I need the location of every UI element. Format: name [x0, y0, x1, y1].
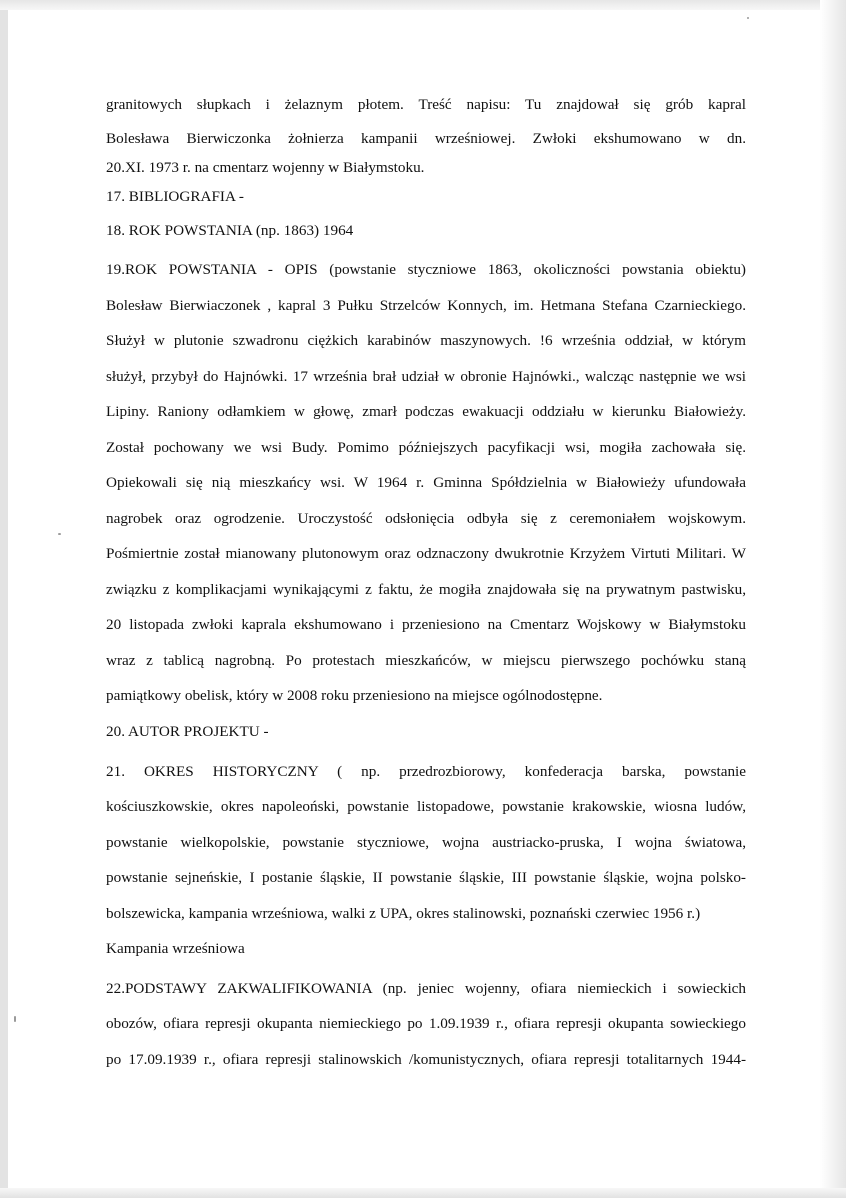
- document-line: 20.XI. 1973 r. na cmentarz wojenny w Białymstoku.: [106, 159, 425, 176]
- section-heading-17: 17. BIBLIOGRAFIA -: [106, 188, 244, 205]
- document-line: Bolesław Bierwiaczonek , kapral 3 Pułku Strzelców Konnych, im. Hetmana Stefana Czarnieckiego.: [106, 297, 746, 314]
- section-heading-20: 20. AUTOR PROJEKTU -: [106, 723, 269, 740]
- section-heading-19: 19.ROK POWSTANIA - OPIS (powstanie styczniowe 1863, okoliczności powstania obiektu): [106, 261, 746, 278]
- document-line: Lipiny. Raniony odłamkiem w głowę, zmarł podczas ewakuacji oddziału w kierunku Białowieży.: [106, 403, 746, 420]
- document-line: służył, przybył do Hajnówki. 17 września brał udział w obronie Hajnówki., walcząc następnie we wsi: [106, 368, 746, 385]
- document-line: bolszewicka, kampania wrześniowa, walki z UPA, okres stalinowski, poznański czerwiec 1956 r.): [106, 905, 701, 922]
- document-line: powstanie sejneńskie, I postanie śląskie, II powstanie śląskie, III powstanie śląskie, wojna polsko-: [106, 869, 746, 886]
- scan-speck: [747, 17, 749, 19]
- document-line: Pośmiertnie został mianowany plutonowym oraz odznaczony dwukrotnie Krzyżem Virtuti Militari. W: [106, 545, 746, 562]
- section-heading-21: 21. OKRES HISTORYCZNY ( np. przedrozbiorowy, konfederacja barska, powstanie: [106, 763, 746, 780]
- document-line: 20 listopada zwłoki kaprala ekshumowano i przeniesiono na Cmentarz Wojskowy w Białymstoku: [106, 616, 746, 633]
- document-line: Bolesława Bierwiczonka żołnierza kampanii wrześniowej. Zwłoki ekshumowano w dn.: [106, 130, 746, 147]
- document-line: Służył w plutonie szwadronu ciężkich karabinów maszynowych. !6 września oddział, w którym: [106, 332, 746, 349]
- document-line: powstanie wielkopolskie, powstanie styczniowe, wojna austriacko-pruska, I wojna światowa,: [106, 834, 746, 851]
- document-line: kościuszkowskie, okres napoleoński, powstanie listopadowe, powstanie krakowskie, wiosna ludów,: [106, 798, 746, 815]
- document-line: pamiątkowy obelisk, który w 2008 roku przeniesiono na miejsce ogólnodostępne.: [106, 687, 603, 704]
- section-heading-18: 18. ROK POWSTANIA (np. 1863) 1964: [106, 222, 354, 239]
- scan-speck: [58, 533, 61, 535]
- document-line: po 17.09.1939 r., ofiara represji stalinowskich /komunistycznych, ofiara represji totalitarnych 1944-: [106, 1051, 746, 1068]
- document-line: wraz z tablicą nagrobną. Po protestach mieszkańców, w miejscu pierwszego pochówku staną: [106, 652, 746, 669]
- document-line: granitowych słupkach i żelaznym płotem. Treść napisu: Tu znajdował się grób kapral: [106, 96, 746, 113]
- document-line: Został pochowany we wsi Budy. Pomimo późniejszych pacyfikacji wsi, mogiła zachowała się.: [106, 439, 746, 456]
- document-line: nagrobek oraz ogrodzenie. Uroczystość odsłonięcia odbyła się z ceremoniałem wojskowym.: [106, 510, 746, 527]
- scan-edge-top: [0, 0, 846, 10]
- scan-edge-right: [820, 0, 846, 1198]
- section-heading-22: 22.PODSTAWY ZAKWALIFIKOWANIA (np. jeniec wojenny, ofiara niemieckich i sowieckich: [106, 980, 746, 997]
- document-line: Opiekowali się nią mieszkańcy wsi. W 1964 r. Gminna Spółdzielnia w Białowieży ufundowała: [106, 474, 746, 491]
- scan-edge-bottom: [0, 1188, 846, 1198]
- document-line: związku z komplikacjami wynikającymi z faktu, że mogiła znajdowała się na prywatnym pastwisku,: [106, 581, 746, 598]
- scan-speck: [14, 1016, 16, 1022]
- document-line: Kampania wrześniowa: [106, 940, 245, 957]
- document-line: obozów, ofiara represji okupanta niemieckiego po 1.09.1939 r., ofiara represji okupanta sowieckiego: [106, 1015, 746, 1032]
